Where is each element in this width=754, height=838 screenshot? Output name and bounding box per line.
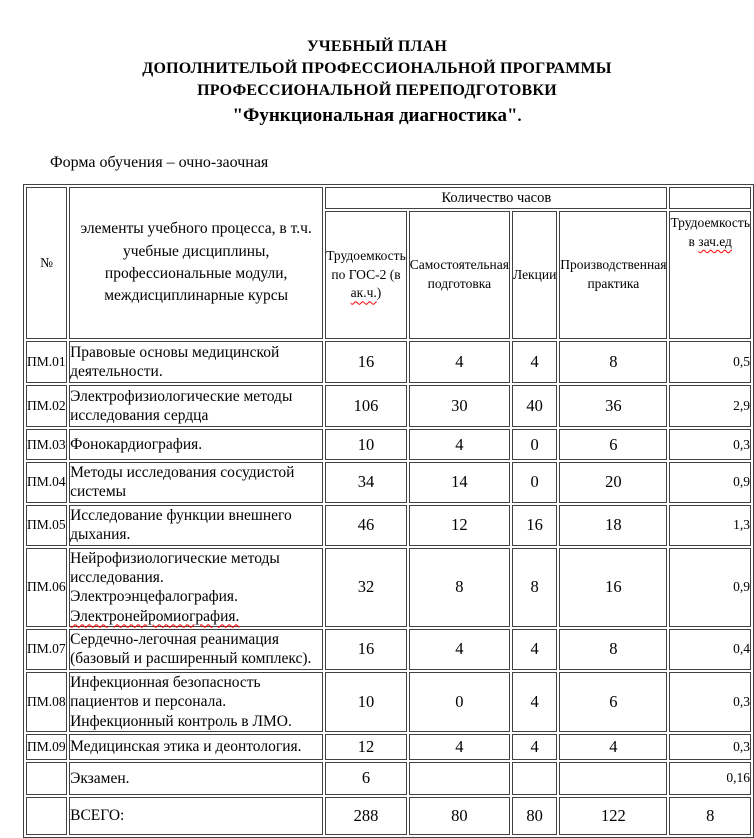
cell-gos-hours: 10 [325, 429, 407, 460]
cell-practice-hours: 6 [559, 672, 667, 732]
cell-gos-hours: 32 [325, 548, 407, 628]
cell-practice-hours: 16 [559, 548, 667, 628]
form-of-study: Форма обучения – очно-заочная [50, 154, 269, 171]
element-name-text: Методы исследования сосудистой системы [70, 464, 295, 501]
cell-element-name [69, 341, 323, 383]
cell-row-code: ПМ.05 [26, 505, 67, 546]
table-row [26, 734, 751, 760]
title-line-4 [0, 103, 754, 129]
cell-self-study-hours: 4 [409, 429, 510, 460]
cell-practice-hours: 20 [559, 462, 667, 503]
header-row-1 [26, 187, 751, 209]
element-name-text: Правовые основы медицинской деятельности. [70, 343, 280, 380]
cell-credits: 1,3 [669, 505, 751, 546]
element-name-text: Исследование функции внешнего дыхания. [70, 506, 292, 544]
cell-credits: 0,4 [669, 629, 751, 670]
cell-lecture-hours: 40 [512, 385, 557, 427]
curriculum-table [23, 184, 754, 838]
cell-credits: 0,9 [669, 548, 751, 628]
table-row [26, 385, 751, 427]
cell-self-study-hours [409, 762, 510, 795]
cell-element-name [69, 797, 323, 835]
cell-lecture-hours: 4 [512, 341, 557, 383]
cell-lecture-hours: 0 [512, 429, 557, 460]
cell-row-code: ПМ.09 [26, 734, 67, 760]
cell-gos-hours: 10 [325, 672, 407, 732]
header-credits-spacer [669, 187, 751, 209]
element-name-misspelled: Электронейромиография. [70, 607, 240, 625]
cell-gos-hours: 288 [325, 797, 407, 835]
table-row [26, 672, 751, 732]
cell-row-code [26, 762, 67, 795]
table-row-total [26, 797, 751, 835]
cell-lecture-hours: 8 [512, 548, 557, 628]
header-self-study: Самостоятельная подготовка [409, 211, 510, 339]
cell-self-study-hours: 12 [409, 505, 510, 546]
cell-gos-hours: 106 [325, 385, 407, 427]
cell-gos-hours: 46 [325, 505, 407, 546]
element-name-text: Экзамен. [70, 769, 130, 787]
cell-row-code: ПМ.02 [26, 385, 67, 427]
cell-element-name [69, 505, 323, 546]
cell-gos-hours: 12 [325, 734, 407, 760]
header-elements: элементы учебного процесса, в т.ч. учебные дисциплины, профессиональные модули, междисциплинарные курсы [69, 187, 323, 339]
program-name: "Функциональная диагностика" [232, 105, 518, 126]
cell-self-study-hours: 4 [409, 629, 510, 670]
cell-credits: 0,3 [669, 734, 751, 760]
cell-gos-hours: 6 [325, 762, 407, 795]
cell-practice-hours: 4 [559, 734, 667, 760]
document-page [0, 36, 754, 838]
title-period: . [517, 108, 522, 125]
cell-row-code: ПМ.06 [26, 548, 67, 628]
gos-header-suffix: ) [376, 285, 382, 301]
cell-self-study-hours: 30 [409, 385, 510, 427]
cell-row-code: ПМ.01 [26, 341, 67, 383]
cell-practice-hours: 18 [559, 505, 667, 546]
element-name-text: Сердечно-легочная реанимация (базовый и расширенный комплекс). [70, 631, 312, 668]
cell-row-code: ПМ.08 [26, 672, 67, 732]
cell-lecture-hours: 16 [512, 505, 557, 546]
element-name-text: Фонокардиография. [70, 435, 203, 453]
cell-credits: 0,3 [669, 429, 751, 460]
cell-lecture-hours: 80 [512, 797, 557, 835]
credits-header-misspelled: зач.ед [698, 233, 732, 249]
cell-credits: 0,5 [669, 341, 751, 383]
cell-lecture-hours [512, 762, 557, 795]
cell-practice-hours: 36 [559, 385, 667, 427]
cell-practice-hours: 8 [559, 341, 667, 383]
cell-credits: 0,9 [669, 462, 751, 503]
cell-self-study-hours: 0 [409, 672, 510, 732]
table-row [26, 341, 751, 383]
cell-credits: 8 [669, 797, 751, 835]
table-row [26, 629, 751, 670]
cell-element-name [69, 462, 323, 503]
cell-row-code: ПМ.07 [26, 629, 67, 670]
cell-gos-hours: 16 [325, 629, 407, 670]
cell-row-code: ПМ.03 [26, 429, 67, 460]
cell-lecture-hours: 4 [512, 672, 557, 732]
element-name-text: Инфекционная безопасность пациентов и персонала. Инфекционный контроль в ЛМО. [70, 673, 292, 730]
header-credits [669, 211, 751, 339]
cell-element-name [69, 734, 323, 760]
cell-practice-hours: 8 [559, 629, 667, 670]
header-practice: Производственная практика [559, 211, 667, 339]
cell-element-name [69, 429, 323, 460]
gos-header-text: Трудоемкость по ГОС-2 (в [326, 247, 406, 282]
cell-credits: 0,3 [669, 672, 751, 732]
element-name-text: Нейрофизиологические методы исследования. Электроэнцефалография. [70, 549, 280, 606]
document-title [0, 36, 754, 129]
element-name-text: Медицинская этика и деонтология. [70, 738, 302, 756]
table-row [26, 429, 751, 460]
cell-row-code: ПМ.04 [26, 462, 67, 503]
cell-self-study-hours: 14 [409, 462, 510, 503]
cell-credits: 0,16 [669, 762, 751, 795]
table-row [26, 762, 751, 795]
element-name-text: Электрофизиологические методы исследования сердца [70, 387, 293, 424]
title-line-3: ПРОФЕССИОНАЛЬНОЙ ПЕРЕПОДГОТОВКИ [197, 82, 557, 99]
cell-gos-hours: 16 [325, 341, 407, 383]
cell-self-study-hours: 4 [409, 341, 510, 383]
table-row [26, 505, 751, 546]
title-line-1: УЧЕБНЫЙ ПЛАН [306, 38, 448, 55]
title-line-2: ДОПОЛНИТЕЛЬОЙ ПРОФЕССИОНАЛЬНОЙ ПРОГРАММЫ [142, 60, 612, 77]
cell-practice-hours: 122 [559, 797, 667, 835]
element-name-text: ВСЕГО: [70, 807, 125, 825]
cell-lecture-hours: 4 [512, 629, 557, 670]
cell-self-study-hours: 8 [409, 548, 510, 628]
header-number: № [26, 187, 67, 339]
cell-lecture-hours: 0 [512, 462, 557, 503]
gos-header-misspelled: ак.ч. [350, 285, 377, 301]
cell-lecture-hours: 4 [512, 734, 557, 760]
cell-gos-hours: 34 [325, 462, 407, 503]
credits-header-text: Трудоемкость в [670, 215, 750, 249]
table-row [26, 462, 751, 503]
cell-self-study-hours: 4 [409, 734, 510, 760]
cell-element-name [69, 629, 323, 670]
cell-element-name [69, 385, 323, 427]
cell-self-study-hours: 80 [409, 797, 510, 835]
header-lectures: Лекции [512, 211, 557, 339]
cell-row-code [26, 797, 67, 835]
table-row [26, 548, 751, 628]
cell-practice-hours [559, 762, 667, 795]
header-hours-group: Количество часов [325, 187, 667, 209]
header-gos-hours [325, 211, 407, 339]
cell-element-name [69, 548, 323, 628]
cell-practice-hours: 6 [559, 429, 667, 460]
cell-element-name [69, 762, 323, 795]
cell-credits: 2,9 [669, 385, 751, 427]
cell-element-name [69, 672, 323, 732]
